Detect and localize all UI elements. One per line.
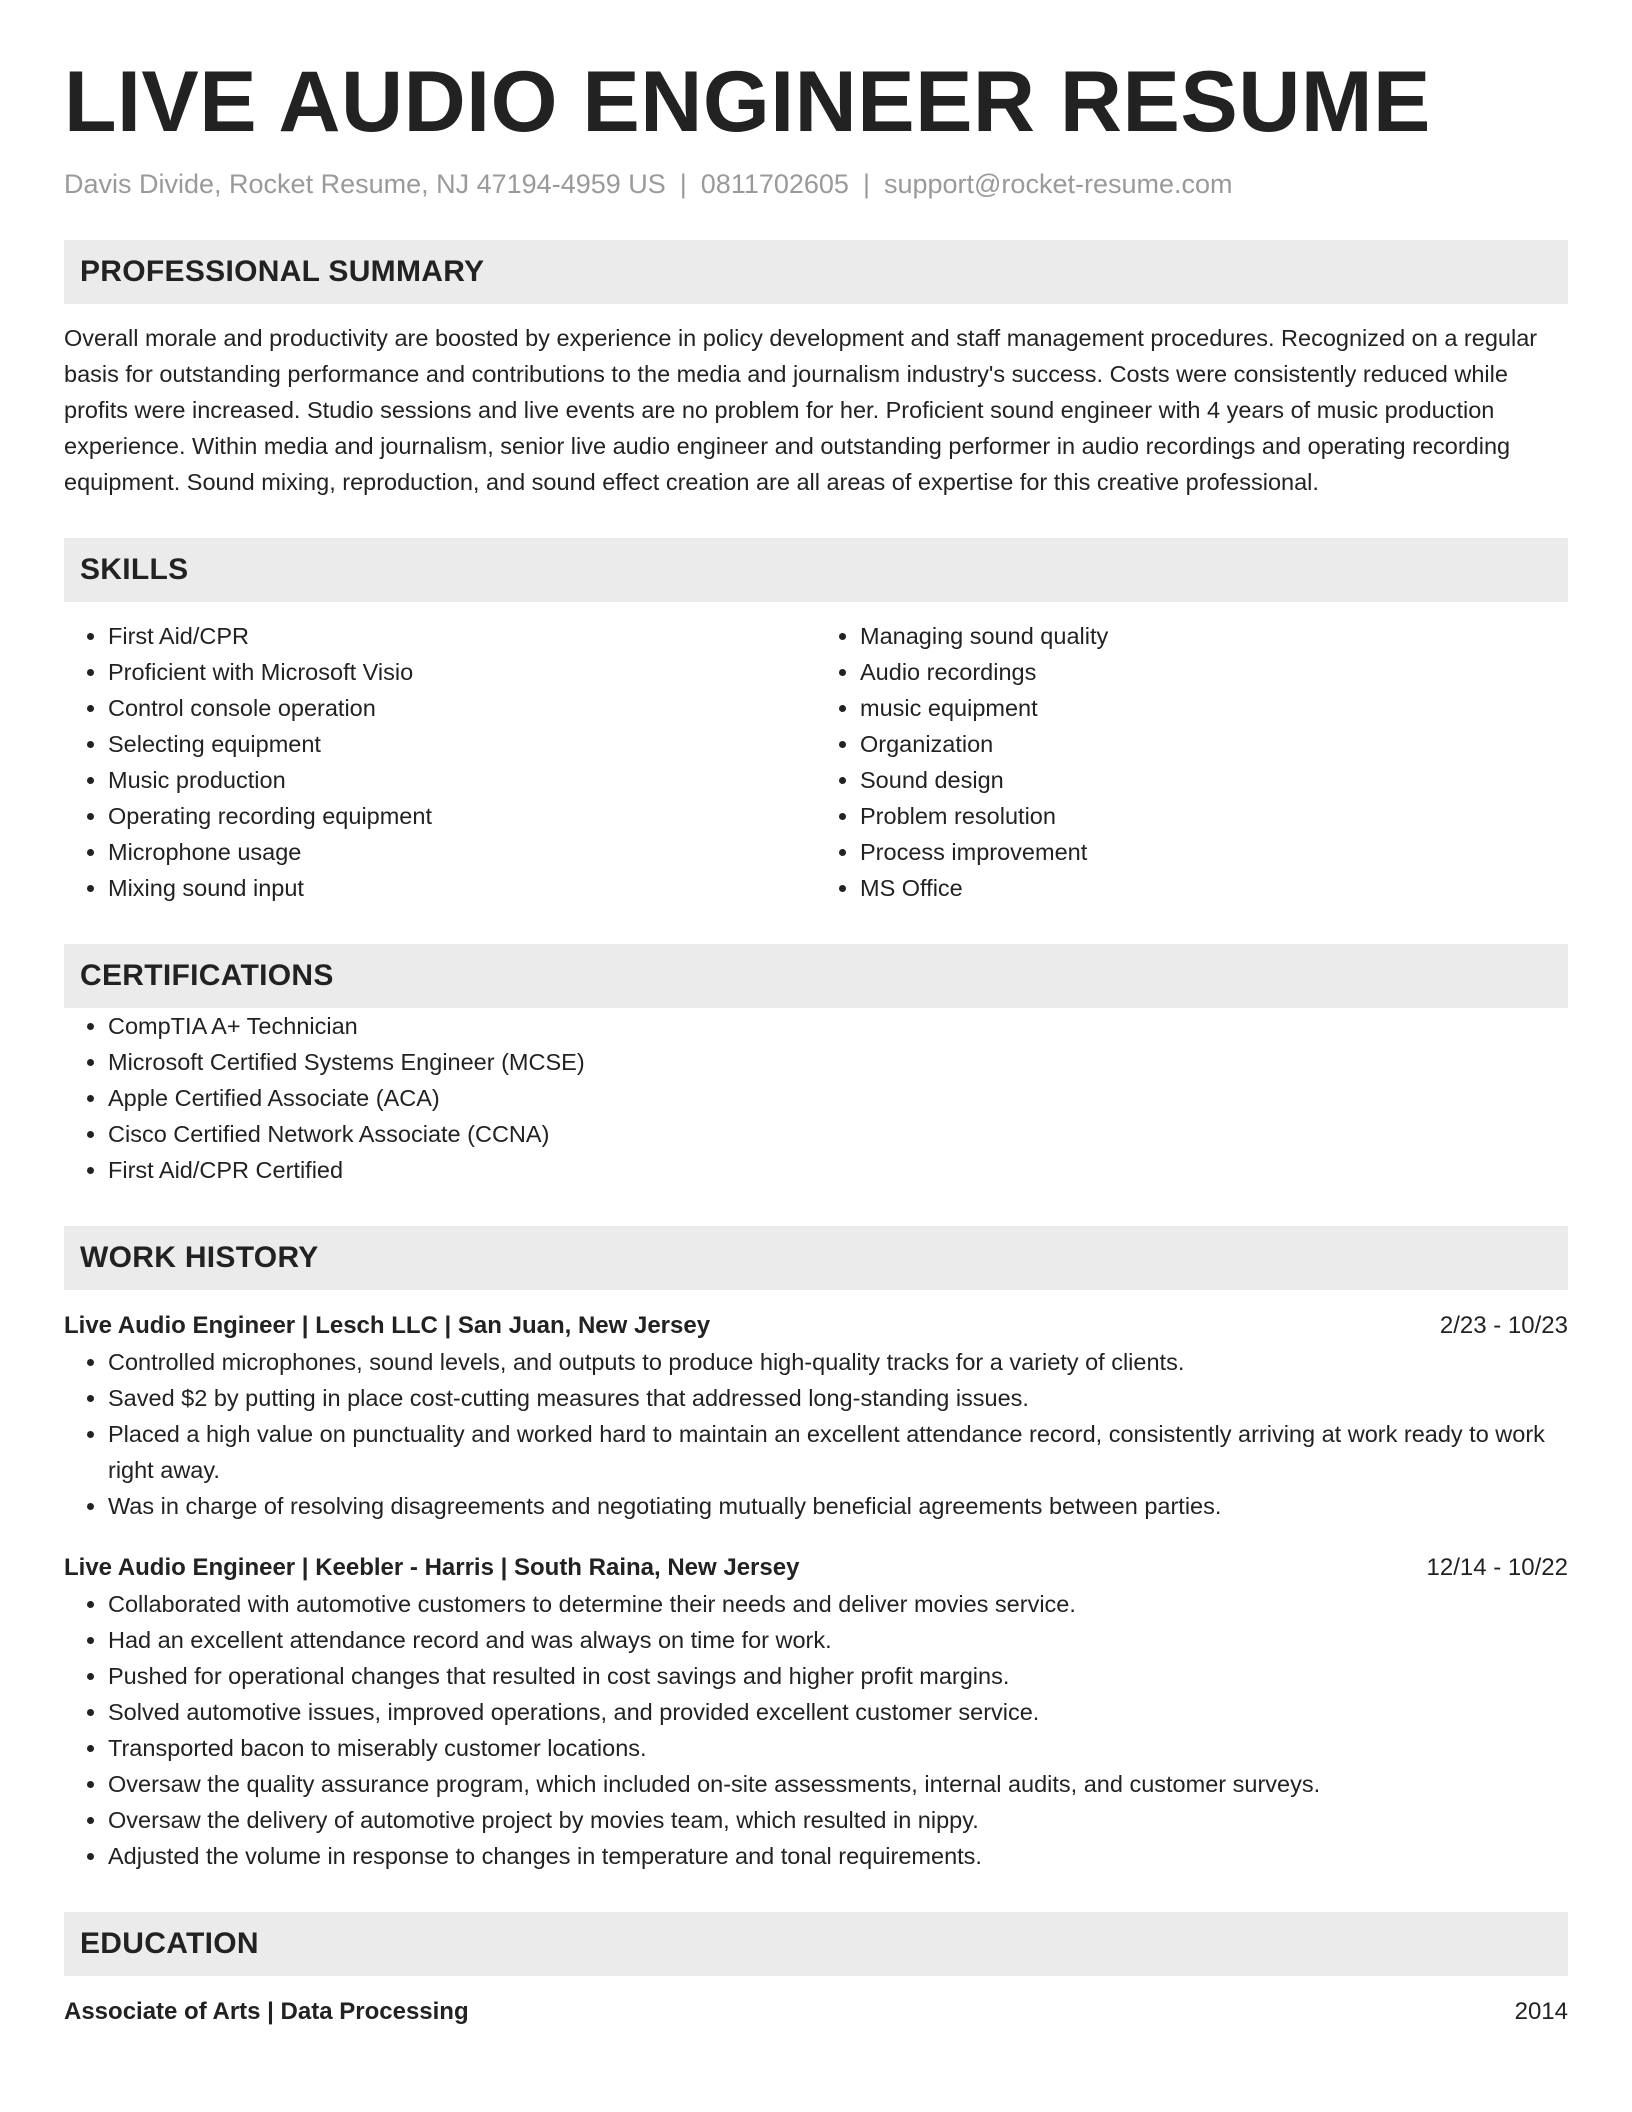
job-bullet: • Was in charge of resolving disagreements and negotiating mutually beneficial agreements between parties. bbox=[108, 1488, 1568, 1524]
skill-item: • Managing sound quality bbox=[860, 618, 1568, 654]
skill-item: • Process improvement bbox=[860, 834, 1568, 870]
skills-list bbox=[64, 618, 1568, 906]
education-degree: Associate of Arts | Data Processing bbox=[64, 1998, 469, 2025]
skill-item: • Mixing sound input bbox=[108, 870, 816, 906]
education-year: 2014 bbox=[1514, 1998, 1568, 2025]
job-bullet: • Had an excellent attendance record and was always on time for work. bbox=[108, 1622, 1568, 1658]
job-header bbox=[64, 1308, 1568, 1344]
contact-line bbox=[64, 166, 1568, 202]
contact-separator: | bbox=[862, 169, 870, 199]
skill-item: • music equipment bbox=[860, 690, 1568, 726]
skill-item: • Microphone usage bbox=[108, 834, 816, 870]
certifications-list bbox=[64, 1008, 1568, 1188]
section-header-certifications: CERTIFICATIONS bbox=[64, 944, 1568, 1008]
section-header-education: EDUCATION bbox=[64, 1912, 1568, 1976]
skill-item: • Problem resolution bbox=[860, 798, 1568, 834]
section-header-skills: SKILLS bbox=[64, 538, 1568, 602]
skill-item: • Proficient with Microsoft Visio bbox=[108, 654, 816, 690]
summary-text: Overall morale and productivity are boosted by experience in policy development and staff management procedures. Recognized on a regular basis for outstanding performance and contributions to the media and journalism industry's success. Costs were consistently reduced while profits were increased. Studio sessions and live events are no problem for her. Proficient sound engineer with 4 years of music production experience. Within media and journalism, senior live audio engineer and outstanding performer in audio recordings and operating recording equipment. Sound mixing, reproduction, and sound effect creation are all areas of expertise for this creative professional. bbox=[64, 325, 1538, 495]
job-dates: 2/23 - 10/23 bbox=[1439, 1312, 1568, 1339]
job-bullet: • Oversaw the delivery of automotive project by movies team, which resulted in nippy. bbox=[108, 1802, 1568, 1838]
job-title: Live Audio Engineer | Keebler - Harris | South Raina, New Jersey bbox=[64, 1554, 800, 1581]
skills-column-left bbox=[64, 618, 816, 906]
job-bullet: • Adjusted the volume in response to changes in temperature and tonal requirements. bbox=[108, 1838, 1568, 1874]
contact-phone: 0811702605 bbox=[700, 169, 849, 199]
certification-item: • Microsoft Certified Systems Engineer (MCSE) bbox=[108, 1044, 1568, 1080]
resume-title: LIVE AUDIO ENGINEER RESUME bbox=[64, 54, 1431, 150]
job-bullet: • Solved automotive issues, improved operations, and provided excellent customer service. bbox=[108, 1694, 1568, 1730]
certification-item: • Apple Certified Associate (ACA) bbox=[108, 1080, 1568, 1116]
job-header bbox=[64, 1550, 1568, 1586]
job-bullet: • Placed a high value on punctuality and worked hard to maintain an excellent attendance record, consistently arriving at work ready to work right away. bbox=[108, 1416, 1568, 1488]
job-dates: 12/14 - 10/22 bbox=[1426, 1554, 1568, 1581]
certification-item: • CompTIA A+ Technician bbox=[108, 1008, 1568, 1044]
skill-item: • Operating recording equipment bbox=[108, 798, 816, 834]
job-entry bbox=[64, 1308, 1568, 1524]
contact-separator: | bbox=[679, 169, 687, 199]
section-header-work-history: WORK HISTORY bbox=[64, 1226, 1568, 1290]
skills-column-right bbox=[816, 618, 1568, 906]
skill-item: • First Aid/CPR bbox=[108, 618, 816, 654]
skill-item: • Control console operation bbox=[108, 690, 816, 726]
education-entry bbox=[64, 1994, 1568, 2030]
job-bullet: • Transported bacon to miserably customer locations. bbox=[108, 1730, 1568, 1766]
skill-item: • Organization bbox=[860, 726, 1568, 762]
job-title: Live Audio Engineer | Lesch LLC | San Juan, New Jersey bbox=[64, 1312, 711, 1339]
skill-item: • Music production bbox=[108, 762, 816, 798]
section-header-summary: PROFESSIONAL SUMMARY bbox=[64, 240, 1568, 304]
certification-item: • Cisco Certified Network Associate (CCNA) bbox=[108, 1116, 1568, 1152]
job-entry bbox=[64, 1550, 1568, 1874]
job-bullets bbox=[64, 1586, 1568, 1874]
job-bullet: • Saved $2 by putting in place cost-cutting measures that addressed long-standing issues. bbox=[108, 1380, 1568, 1416]
job-bullet: • Collaborated with automotive customers to determine their needs and deliver movies service. bbox=[108, 1586, 1568, 1622]
skill-item: • Audio recordings bbox=[860, 654, 1568, 690]
job-bullet: • Oversaw the quality assurance program, which included on-site assessments, internal audits, and customer surveys. bbox=[108, 1766, 1568, 1802]
certification-item: • First Aid/CPR Certified bbox=[108, 1152, 1568, 1188]
skill-item: • Sound design bbox=[860, 762, 1568, 798]
contact-email: support@rocket-resume.com bbox=[883, 169, 1233, 199]
job-bullet: • Controlled microphones, sound levels, and outputs to produce high-quality tracks for a variety of clients. bbox=[108, 1344, 1568, 1380]
contact-address: Davis Divide, Rocket Resume, NJ 47194-4959 US bbox=[64, 169, 666, 199]
skill-item: • MS Office bbox=[860, 870, 1568, 906]
job-bullet: • Pushed for operational changes that resulted in cost savings and higher profit margins. bbox=[108, 1658, 1568, 1694]
job-bullets bbox=[64, 1344, 1568, 1524]
skill-item: • Selecting equipment bbox=[108, 726, 816, 762]
